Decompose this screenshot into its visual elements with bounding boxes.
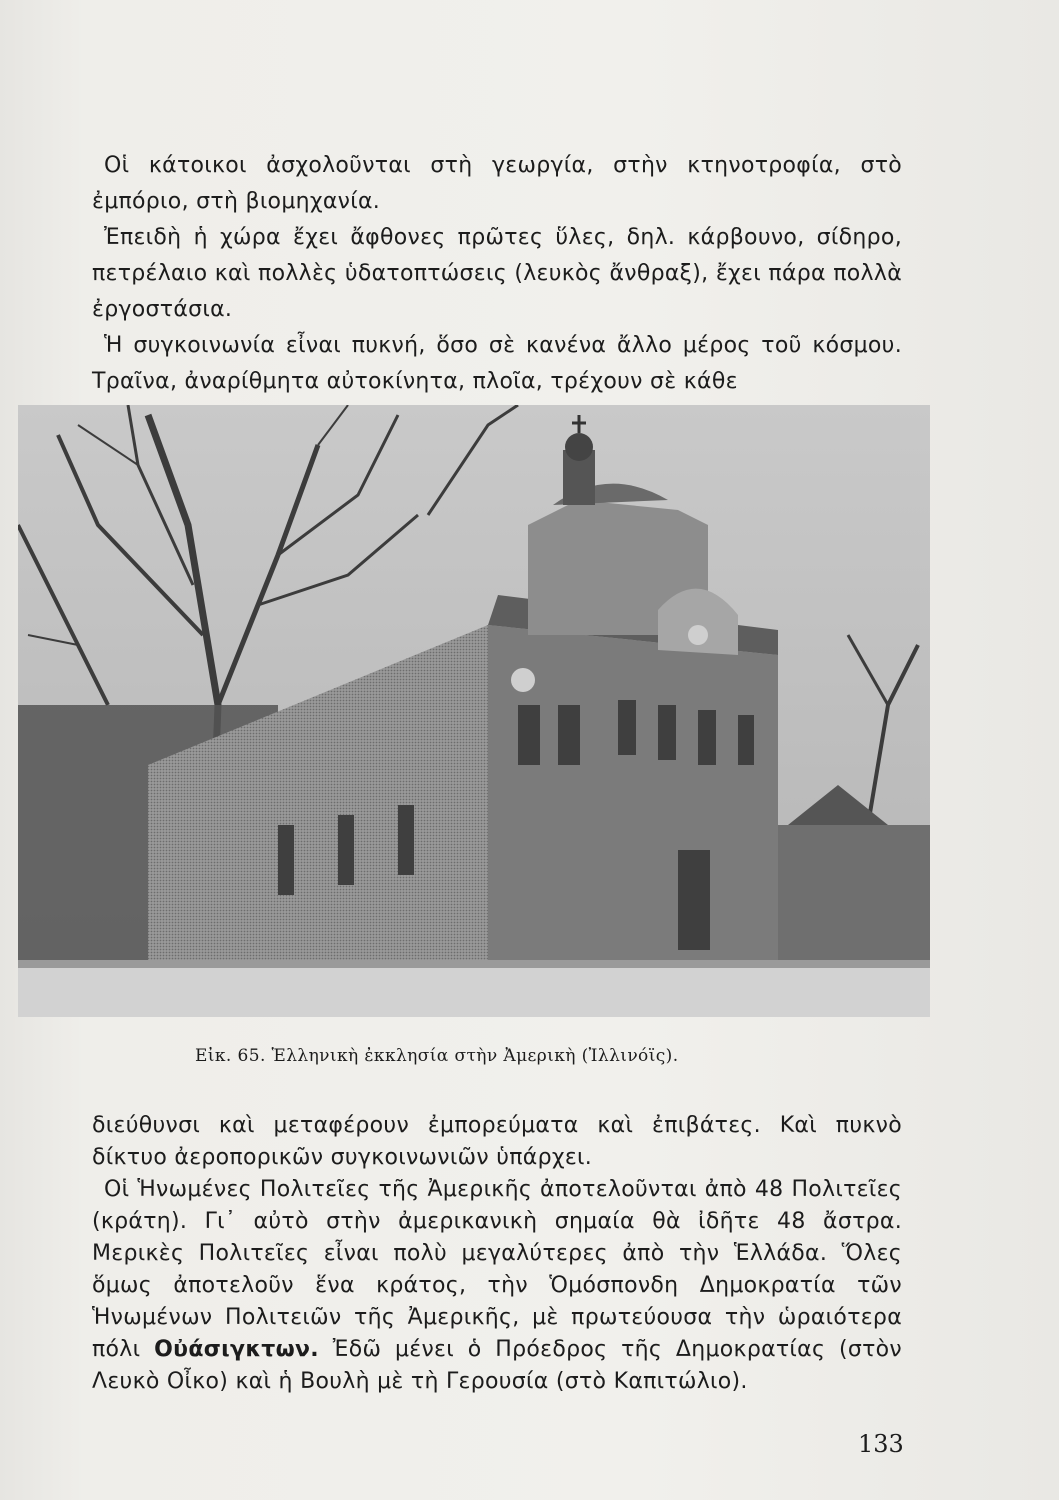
bottom-text-block	[92, 1110, 902, 1398]
church-photograph	[18, 405, 930, 1017]
united-states-text-end: Ἐδῶ μένει ὁ Πρόεδρος τῆς Δημοκρατίας (στὸν Λευκὸ Οἶκο) καὶ ἡ Βουλὴ μὲ τὴ Γερουσία (στὸ Καπιτώλιο).	[92, 1337, 902, 1394]
paragraph-continuation: διεύθυνσι καὶ μεταφέρουν ἐμπορεύματα καὶ ἐπιβάτες. Καὶ πυκνὸ δίκτυο ἀεροπορικῶν συγκοινωνιῶν ὑπάρχει.	[92, 1113, 902, 1170]
paragraph-united-states	[92, 1174, 902, 1398]
paragraph-transport: Ἡ συγκοινωνία εἶναι πυκνή, ὅσο σὲ κανένα ἄλλο μέρος τοῦ κόσμου. Τραῖνα, ἀναρίθμητα αὐτοκίνητα, πλοῖα, τρέχουν σὲ κάθε	[92, 333, 902, 394]
paragraph-occupations: Οἱ κάτοικοι ἀσχολοῦνται στὴ γεωργία, στὴν κτηνοτροφία, στὸ ἐμπόριο, στὴ βιομηχανία.	[92, 153, 902, 214]
paragraph-raw-materials: Ἐπειδὴ ἡ χώρα ἔχει ἄφθονες πρῶτες ὕλες, δηλ. κάρβουνο, σίδηρο, πετρέλαιο καὶ πολλὲς ὑδατοπτώσεις (λευκὸς ἄνθραξ), ἔχει πάρα πολλὰ ἐργοστάσια.	[92, 225, 902, 322]
church-photo-illustration	[18, 405, 930, 1017]
snowy-ground	[18, 960, 930, 1017]
neighbor-house	[778, 825, 930, 965]
figure-caption: Εἰκ. 65. Ἑλληνικὴ ἐκκλησία στὴν Ἀμερικὴ (Ἰλλινόϊς).	[195, 1046, 679, 1066]
top-text-block	[92, 148, 902, 400]
united-states-text-start: Οἱ Ἡνωμένες Πολιτεῖες τῆς Ἀμερικῆς ἀποτελοῦνται ἀπὸ 48 Πολιτεῖες (κράτη). Γι᾿ αὐτὸ στὴν ἀμερικανικὴ σημαία θὰ ἰδῆτε 48 ἄστρα. Μερικὲς Πολιτεῖες εἶναι πολὺ μεγαλύτερες ἀπὸ τὴν Ἑλλάδα. Ὅλες ὅμως ἀποτελοῦν ἕνα κράτος, τὴν Ὁμόσπονδη Δημοκρατία τῶν Ἡνωμένων Πολιτειῶν τῆς Ἀμερικῆς, μὲ πρωτεύουσα τὴν ὡραιότερα πόλι	[92, 1177, 902, 1362]
capital-name: Οὐάσιγκτων.	[154, 1337, 319, 1362]
page-number: 133	[858, 1430, 904, 1458]
